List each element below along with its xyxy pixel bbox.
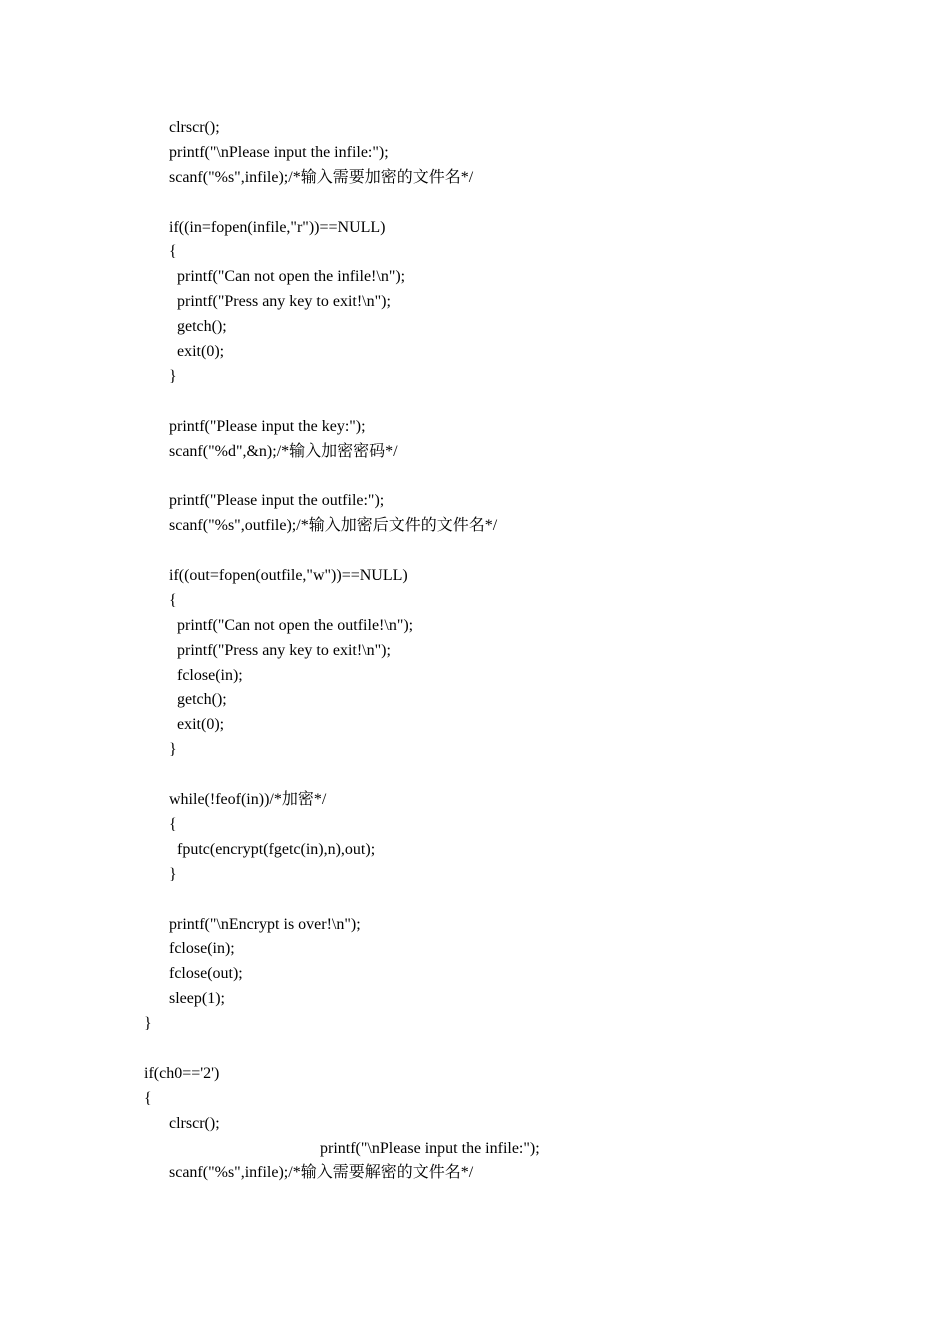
code-line: getch(); <box>177 691 227 709</box>
code-line: printf("Can not open the outfile!\n"); <box>177 616 414 634</box>
code-line: getch(); <box>177 318 227 336</box>
code-line: fclose(out); <box>169 965 243 983</box>
code-line: clrscr(); <box>169 119 220 136</box>
code-line: scanf("%s",infile);/*输入需要加密的文件名*/ <box>169 168 474 186</box>
blank-line <box>0 888 950 913</box>
code-line: printf("\nEncrypt is over!\n"); <box>169 915 361 933</box>
code-line: exit(0); <box>177 716 225 734</box>
code-listing <box>0 116 950 1186</box>
code-line: fputc(encrypt(fgetc(in),n),out); <box>177 840 376 858</box>
code-line: if((out=fopen(outfile,"w"))==NULL) <box>169 567 408 585</box>
blank-line <box>0 1037 950 1062</box>
code-line: printf("Press any key to exit!\n"); <box>177 641 391 659</box>
blank-line <box>0 191 950 216</box>
code-line: scanf("%d",&n);/*输入加密密码*/ <box>169 442 398 460</box>
code-line: scanf("%s",infile);/*输入需要解密的文件名*/ <box>169 1164 474 1182</box>
blank-line <box>0 539 950 564</box>
blank-line <box>0 763 950 788</box>
code-line: { <box>169 243 177 261</box>
code-line: { <box>169 591 177 609</box>
code-line: printf("Please input the outfile:"); <box>169 492 385 510</box>
code-line: printf("Can not open the infile!\n"); <box>177 268 406 286</box>
code-line: } <box>169 367 177 385</box>
code-line: printf("\nPlease input the infile:"); <box>169 143 389 161</box>
code-line: printf("Press any key to exit!\n"); <box>177 293 391 311</box>
code-line: exit(0); <box>177 343 225 361</box>
code-line: } <box>169 865 177 883</box>
code-line: if((in=fopen(infile,"r"))==NULL) <box>169 218 386 236</box>
code-line: printf("\nPlease input the infile:"); <box>320 1139 540 1157</box>
code-line: } <box>169 741 177 759</box>
code-line: fclose(in); <box>177 666 243 684</box>
code-line: { <box>144 1089 152 1107</box>
code-line: fclose(in); <box>169 940 235 958</box>
code-line: { <box>169 815 177 833</box>
code-line: scanf("%s",outfile);/*输入加密后文件的文件名*/ <box>169 517 498 535</box>
blank-line <box>0 390 950 415</box>
code-line: clrscr(); <box>169 1114 220 1132</box>
code-line: while(!feof(in))/*加密*/ <box>169 791 327 809</box>
code-line: printf("Please input the key:"); <box>169 417 366 435</box>
code-line: sleep(1); <box>169 990 225 1008</box>
blank-line <box>0 464 950 489</box>
code-line: if(ch0=='2') <box>144 1064 220 1082</box>
code-line: } <box>144 1015 152 1033</box>
